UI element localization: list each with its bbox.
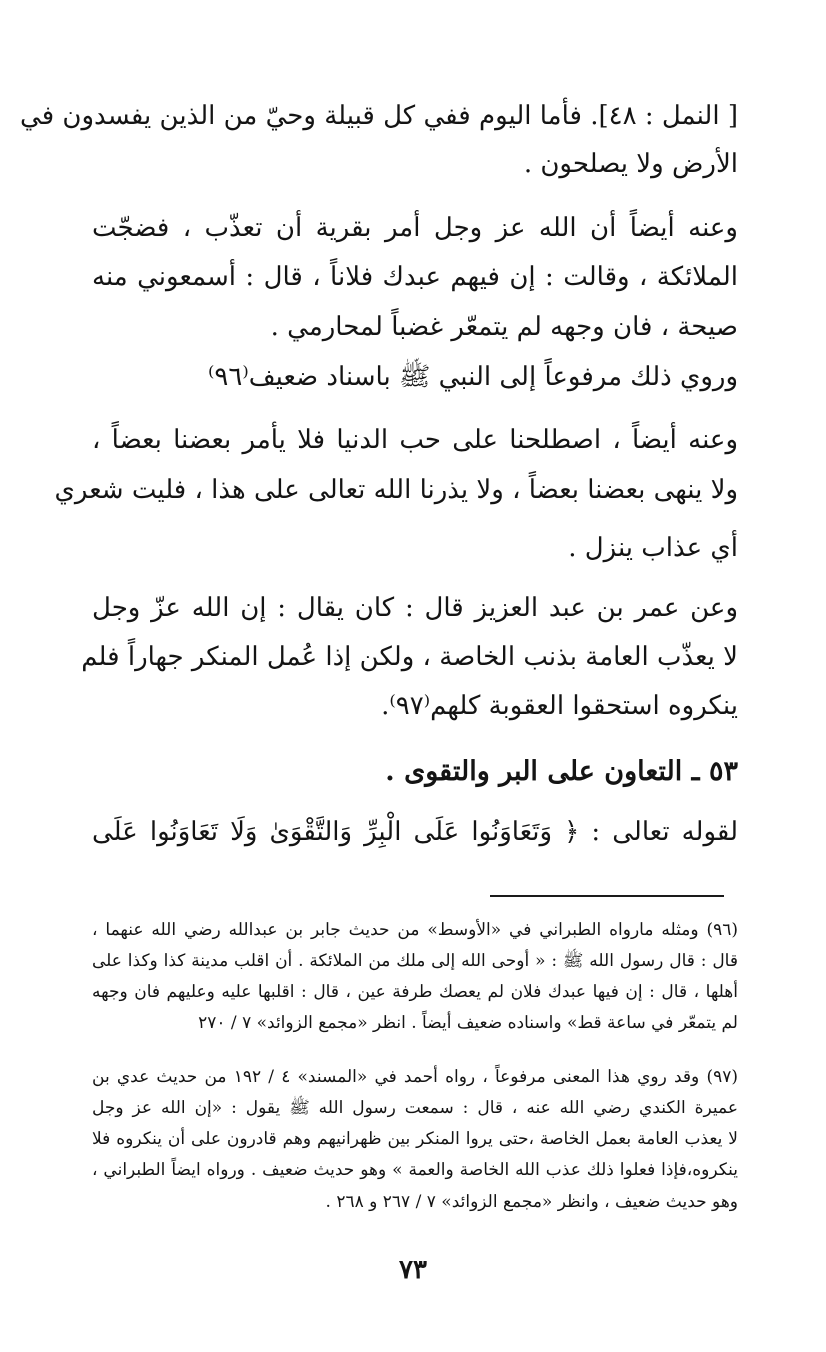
body-line: أي عذاب ينزل . (568, 533, 738, 563)
body-line: وروي ذلك مرفوعاً إلى النبي ﷺ باسناد ضعيف⁽٩٦⁾ (208, 362, 738, 392)
footnote-line: لا يعذب العامة بعمل الخاصة ،حتى يروا المنكر بين ظهرانيهم وهم قادرون على أن ينكروه فلا (92, 1129, 738, 1149)
footnote-line: (٩٧) وقد روي هذا المعنى مرفوعاً ، رواه أحمد في «المسند» ٤ / ١٩٢ من حديث عدي بن (92, 1067, 738, 1087)
footnote-line: ينكروه،فإذا فعلوا ذلك عذب الله الخاصة والعمة » وهو حديث ضعيف . ورواه ايضاً الطبراني ، (92, 1160, 738, 1180)
body-line: الأرض ولا يصلحون . (523, 149, 738, 179)
body-line: صيحة ، فان وجهه لم يتمعّر غضباً لمحارمي . (270, 312, 738, 342)
footnote-line: لم يتمعّر في ساعة قط» واسناده ضعيف أيضاً . انظر «مجمع الزوائد» ٧ / ٢٧٠ (198, 1013, 738, 1033)
body-line: وعنه أيضاً أن الله عز وجل أمر بقرية أن تعذّب ، فضجّت (92, 213, 738, 243)
body-line: [ النمل : ٤٨]. فأما اليوم ففي كل قبيلة وحيّ من الذين يفسدون في (20, 101, 738, 131)
body-line: لا يعذّب العامة بذنب الخاصة ، ولكن إذا عُمل المنكر جهاراً فلم (81, 642, 738, 672)
body-line: الملائكة ، وقالت : إن فيهم عبدك فلاناً ، قال : أسمعوني منه (92, 262, 738, 292)
footnote-divider (490, 895, 724, 897)
footnote-line: وهو حديث ضعيف ، وانظر «مجمع الزوائد» ٧ / ٢٦٧ و ٢٦٨ . (325, 1192, 738, 1212)
page-number: ٧٣ (399, 1255, 427, 1285)
footnote-line: (٩٦) ومثله ماروا﻿ه الطبراني في «الأوسط» من حديث جابر بن عبدالله رضي الله عنهما ، (92, 920, 738, 940)
footnote-line: عميرة الكندي رضي الله عنه ، قال : سمعت رسول الله ﷺ يقول : «إن الله عز وجل (92, 1098, 738, 1118)
body-line: ينكروه استحقوا العقوبة كلهم⁽٩٧⁾. (381, 691, 738, 721)
footnote-line: أهلها ، قال : إن فيها عبدك فلان لم يعصك طرفة عين ، قال : اقلبها عليه وعليهم فان وجهه (92, 982, 738, 1002)
footnote-line: قال : قال رسول الله ﷺ : « أوحى الله إلى ملك من الملائكة . أن اقلب مدينة كذا وكذا على (92, 951, 738, 971)
body-line: ولا ينهى بعضنا بعضاً ، ولا يذرنا الله تعالى على هذا ، فليت شعري (54, 475, 738, 505)
section-heading: ٥٣ ـ التعاون على البر والتقوى . (385, 756, 738, 787)
body-line: وعن عمر بن عبد العزيز قال : كان يقال : إن الله عزّ وجل (92, 593, 738, 623)
verse-line: لقوله تعالى : ﴿ وَتَعَاوَنُوا عَلَى الْبِرِّ وَالتَّقْوَىٰ وَلَا تَعَاوَنُوا عَلَى (92, 817, 738, 847)
body-line: وعنه أيضاً ، اصطلحنا على حب الدنيا فلا يأمر بعضنا بعضاً ، (92, 425, 738, 455)
